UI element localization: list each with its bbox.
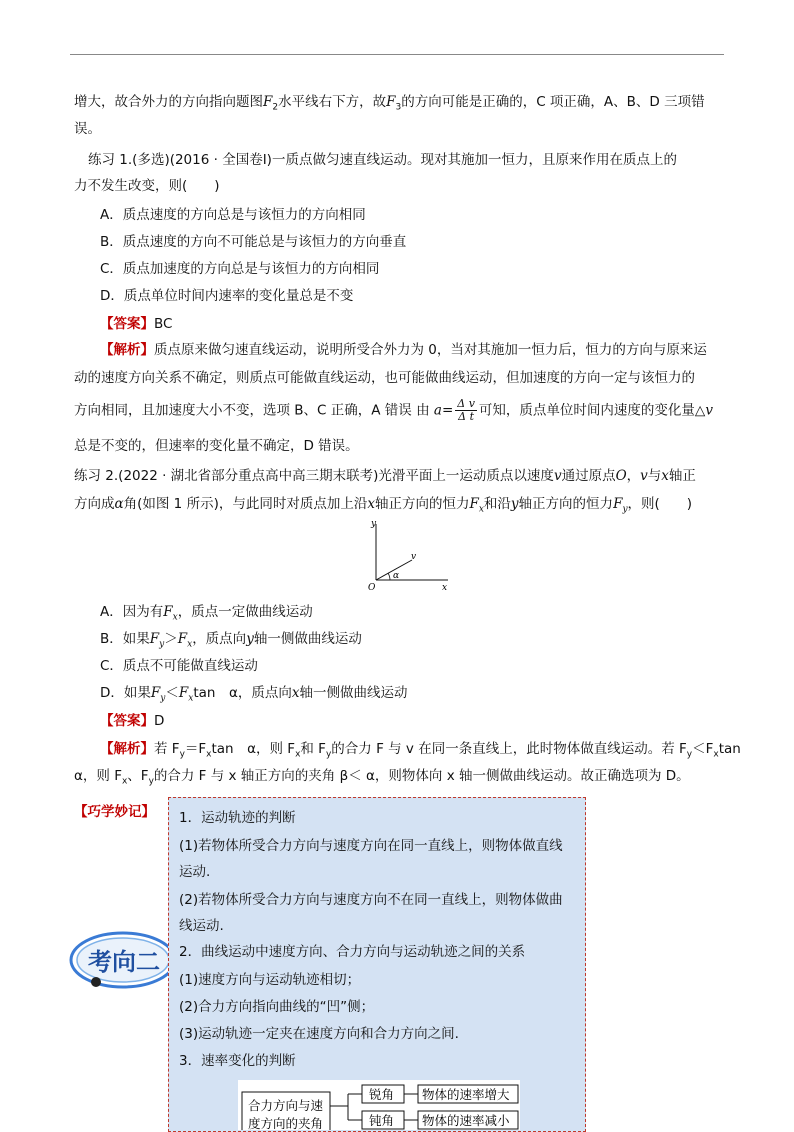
root-text: 合力方向与速 bbox=[248, 1098, 324, 1113]
q2-stem: 练习 2.(2022 · 湖北省部分重点高中高三期末联考)光滑平面上一运动质点以速度v通过原点O，v与x轴正 bbox=[74, 468, 696, 484]
q1-analysis-4: 总是不变的，但速率的变化量不确定，D 错误。 bbox=[74, 438, 359, 454]
q1-option-c: C．质点加速度的方向总是与该恒力的方向相同 bbox=[100, 261, 380, 277]
q2-option-d: D．如果$F_y<F_x\tan$ α，质点向x轴一侧做曲线运动 bbox=[100, 685, 408, 704]
q1-option-b: B．质点速度的方向不可能总是与该恒力的方向垂直 bbox=[100, 234, 407, 250]
figure-velocity-diagram bbox=[366, 518, 456, 594]
q2-analysis-2: α，则 $F_x$、$F_y$的合力 F 与 x 轴正方向的夹角 β＜ α，则物体向 x 轴一侧做曲线运动。故正确选项为 D。 bbox=[74, 768, 690, 787]
q2-analysis-1: 【解析】若 $F_y=F_x\tan$ α，则 $F_x$和 $F_y$的合力 F 与 v 在同一条直线上，此时物体做直线运动。若 $F_y<F_x\tan$ bbox=[100, 741, 741, 760]
tips-text: (1)若物体所受合力方向与速度方向在同一直线上，则物体做直线 bbox=[179, 838, 563, 854]
tips-text: 线运动. bbox=[179, 918, 224, 934]
label-x: x bbox=[442, 583, 448, 593]
q2-answer: 【答案】D bbox=[100, 713, 165, 729]
q1-stem-2: 力不发生改变，则( ) bbox=[74, 178, 220, 194]
q1-analysis-2: 动的速度方向关系不确定，则质点可能做直线运动，也可能做曲线运动，但加速度的方向一定与该恒力的 bbox=[74, 370, 695, 386]
tips-text: (2)合力方向指向曲线的“凹”侧； bbox=[179, 999, 375, 1015]
tips-text: 运动. bbox=[179, 864, 211, 880]
label-alpha: α bbox=[393, 571, 400, 581]
q1-answer: 【答案】BC bbox=[100, 316, 173, 332]
angle-arc bbox=[388, 573, 390, 580]
tips-text: (3)运动轨迹一定夹在速度方向和合力方向之间. bbox=[179, 1026, 459, 1042]
q1-analysis-3: 方向相同，且加速度大小不变，选项 B、C 正确，A 错误 由 a= $\frac{\text{Δ v}}{\text{Δ t}}$ 可知，质点单位时间内速度的变化量△v bbox=[74, 397, 713, 423]
obtuse-text: 钝角 bbox=[369, 1113, 395, 1128]
text-line: 增大，故合外力的方向指向题图$F_2$水平线右下方，故$F_3$的方向可能是正确的，C 项正确，A、B、D 三项错 bbox=[74, 94, 705, 113]
tips-text: (2)若物体所受合力方向与速度方向不在同一直线上，则物体做曲 bbox=[179, 892, 563, 908]
q2-stem-2: 方向成α角(如图 1 所示)，与此同时对质点加上沿x轴正方向的恒力$F_x$和沿y轴正方向的恒力$F_y$，则( ) bbox=[74, 496, 693, 515]
q1-option-a: A．质点速度的方向总是与该恒力的方向相同 bbox=[100, 207, 366, 223]
tips-text: (1)速度方向与运动轨迹相切； bbox=[179, 972, 361, 988]
text-line: 误。 bbox=[74, 121, 101, 137]
tips-label: 【巧学妙记】 bbox=[74, 804, 155, 820]
decrease-text: 物体的速率减小 bbox=[422, 1113, 510, 1128]
increase-text: 物体的速率增大 bbox=[422, 1087, 510, 1102]
label-v: v bbox=[411, 552, 417, 562]
label-y: y bbox=[371, 519, 377, 529]
root-text-2: 度方向的夹角 bbox=[248, 1116, 324, 1130]
badge-text: 考向二 bbox=[88, 947, 160, 976]
q1-stem: 练习 1.(多选)(2016 · 全国卷Ⅰ)一质点做匀速直线运动。现对其施加一恒力，且原来作用在质点上的 bbox=[88, 152, 677, 168]
q2-option-a: A．因为有$F_x$，质点一定做曲线运动 bbox=[100, 604, 313, 623]
label-o: O bbox=[368, 583, 376, 593]
q1-option-d: D．质点单位时间内速率的变化量总是不变 bbox=[100, 288, 354, 304]
fraction: $\frac{\text{Δ v}}{\text{Δ t}}$ bbox=[457, 397, 475, 423]
header-rule bbox=[70, 54, 724, 55]
q2-option-b: B．如果$F_y>F_x$，质点向y轴一侧做曲线运动 bbox=[100, 631, 362, 650]
q1-analysis-1: 【解析】质点原来做匀速直线运动，说明所受合外力为 0，当对其施加一恒力后，恒力的方向与原来运 bbox=[100, 342, 707, 358]
q2-option-c: C．质点不可能做直线运动 bbox=[100, 658, 258, 674]
tips-heading-1: 1．运动轨迹的判断 bbox=[179, 810, 296, 826]
tips-heading-2: 2．曲线运动中速度方向、合力方向与运动轨迹之间的关系 bbox=[179, 944, 526, 960]
acute-text: 锐角 bbox=[369, 1087, 395, 1102]
section-badge bbox=[68, 930, 178, 990]
tips-heading-3: 3．速率变化的判断 bbox=[179, 1053, 296, 1069]
